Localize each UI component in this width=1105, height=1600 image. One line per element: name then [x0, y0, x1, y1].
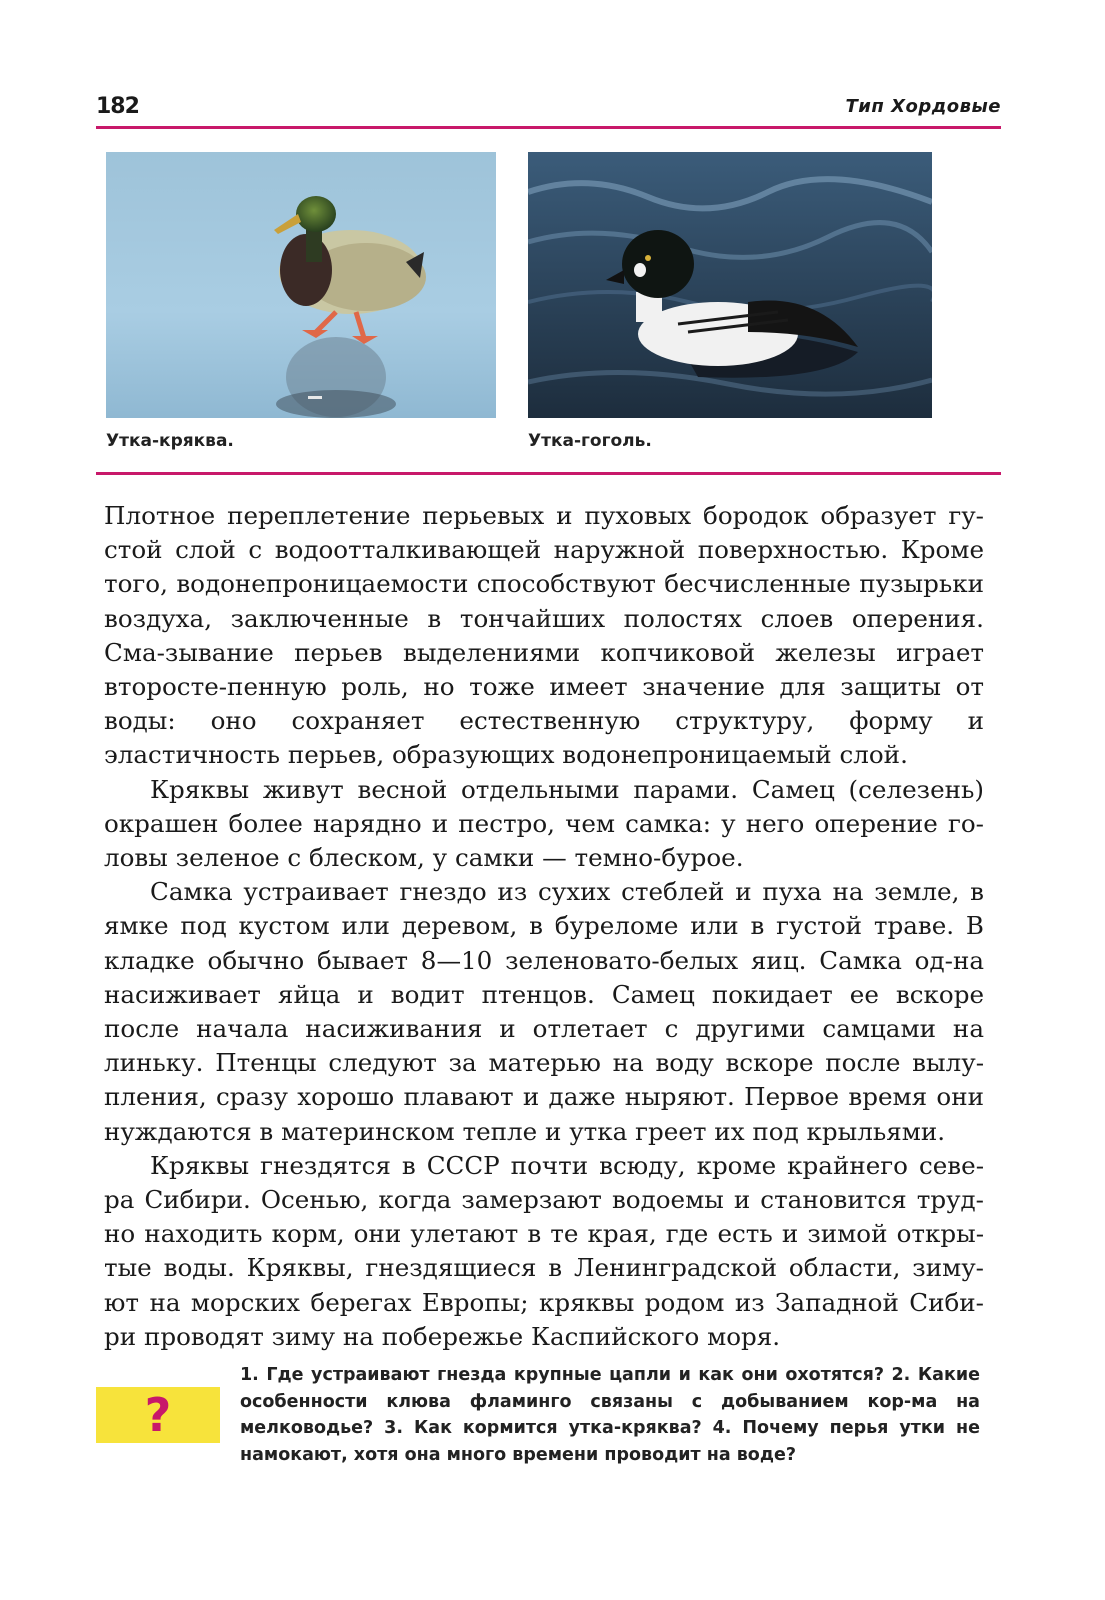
figure-rule	[96, 472, 1001, 475]
goldeneye-duck-photo	[528, 152, 932, 418]
figure-caption-goldeneye: Утка-гоголь.	[528, 431, 652, 451]
review-questions: 1. Где устраивают гнезда крупные цапли и как они охотятся? 2. Какие особенности клюва фламинго связаны с добыванием кор-ма на мелководье? 3. Как кормится утка-кряква? 4. Почему перья утки не намокают, хотя она много времени проводит на воде?	[240, 1365, 980, 1465]
figure-caption-mallard: Утка-кряква.	[106, 431, 234, 451]
paragraph: Самка устраивает гнездо из сухих стеблей и пуха на земле, в ямке под кустом или деревом, в буреломе или в густой траве. В кладке обычно бывает 8—10 зеленовато-белых яиц. Самка од-на насиживает яйца и водит птенцов. Самец покидает ее вскоре после начала насиживания и отлетает с другими самцами на линьку. Птенцы следуют за матерью на воду вскоре после вылу-пления, сразу хорошо плавают и даже ныряют. Первое время они нуждаются в материнском тепле и утка греет их под крыльями.	[104, 877, 984, 1146]
page-header	[96, 90, 1001, 130]
mallard-duck-photo	[106, 152, 496, 418]
body-text	[104, 499, 984, 1354]
question-badge	[96, 1387, 220, 1443]
page-number: 182	[96, 94, 139, 119]
paragraph: Кряквы гнездятся в СССР почти всюду, кроме крайнего севе-ра Сибири. Осенью, когда замерзают водоемы и становится труд-но находить корм, они улетают в те края, где есть и зимой откры-тые воды. Кряквы, гнездящиеся в Ленинградской области, зиму-ют на морских берегах Европы; кряквы родом из Западной Сиби-ри проводят зиму на побережье Каспийского моря.	[104, 1150, 984, 1351]
header-rule	[96, 126, 1001, 129]
paragraph: Кряквы живут весной отдельными парами. Самец (селезень) окрашен более нарядно и пестро, чем самка: у него оперение го-ловы зеленое с блеском, у самки — темно-бурое.	[104, 774, 984, 873]
paragraph: Плотное переплетение перьевых и пуховых бородок образует гу-стой слой с водоотталкивающей наружной поверхностью. Кроме того, водонепроницаемости способствуют бесчисленные пузырьки воздуха, заключенные в тончайших полостях слоев оперения. Сма-зывание перьев выделениями копчиковой железы играет второсте-пенную роль, но тоже имеет значение для защиты от воды: оно сохраняет естественную структуру, форму и эластичность перьев, образующих водонепроницаемый слой.	[104, 501, 984, 770]
running-title: Тип Хордовые	[845, 96, 1001, 117]
question-mark-icon: ?	[144, 1388, 172, 1442]
